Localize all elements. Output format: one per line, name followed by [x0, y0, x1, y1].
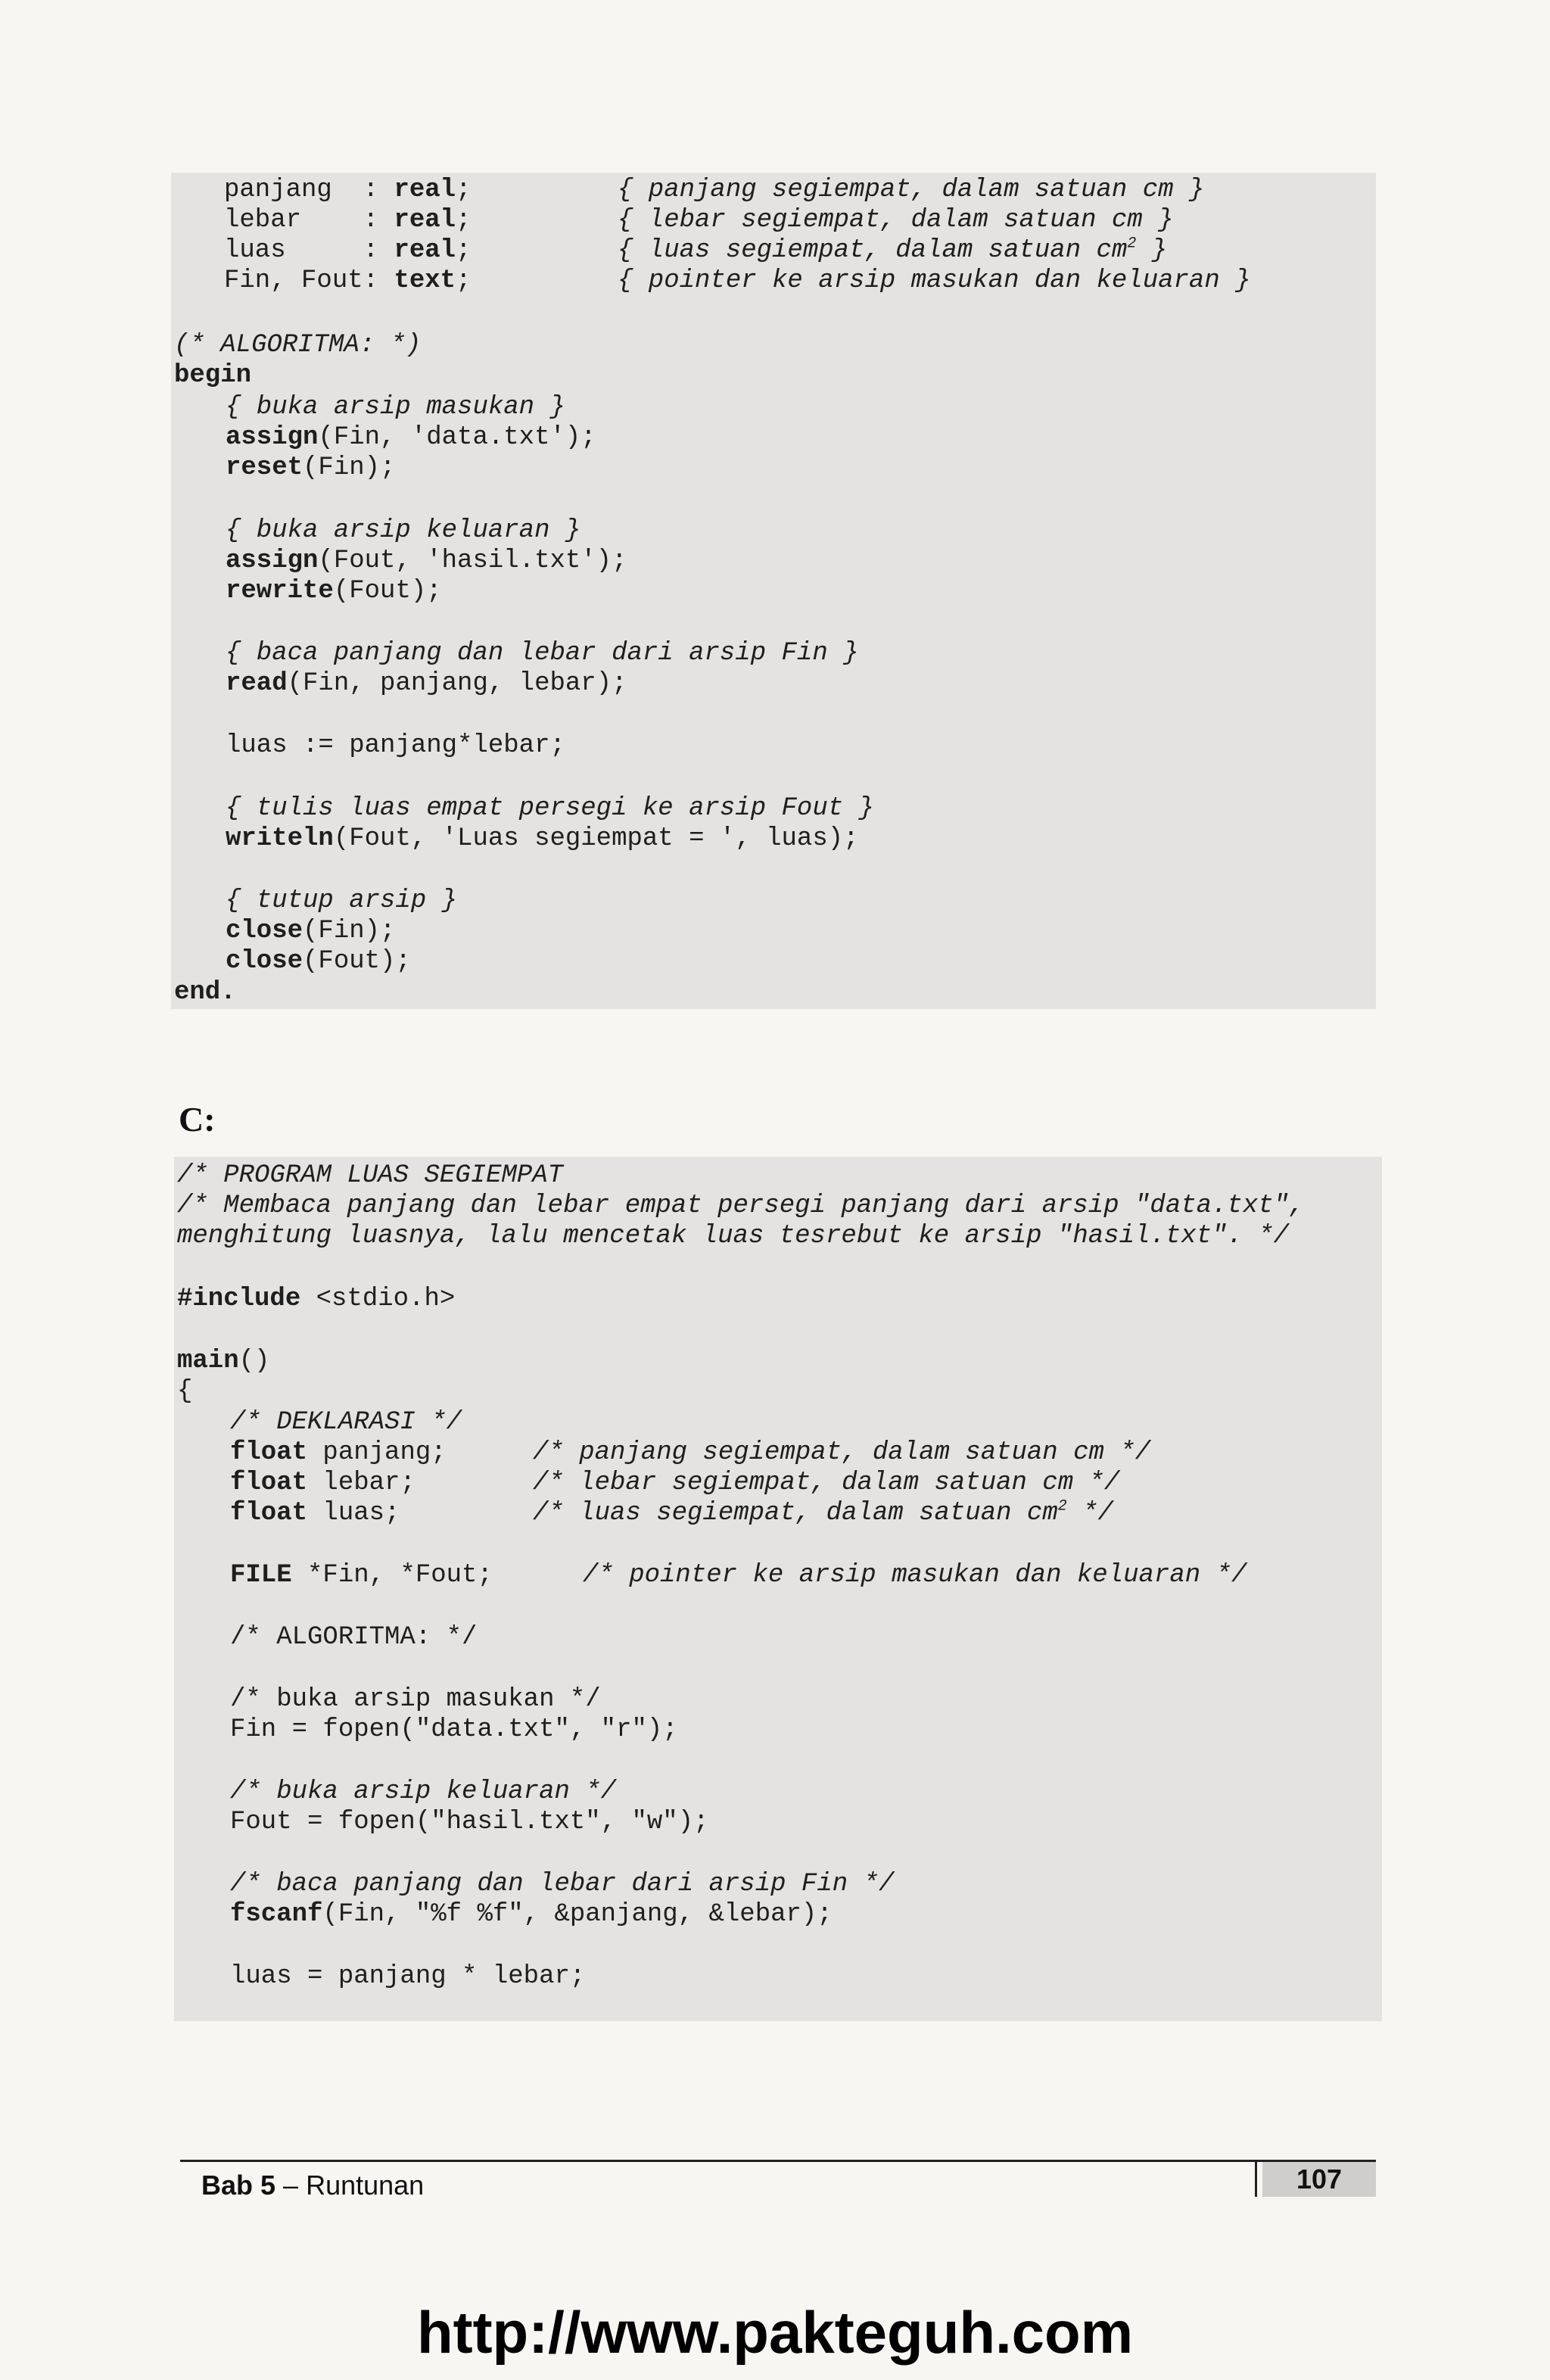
code-line-writeln: writeln(Fout, 'Luas segiempat = ', luas); — [226, 824, 859, 853]
code-comment: { pointer ke arsip masukan dan keluaran } — [618, 266, 1251, 295]
code-line-luas: luas := panjang*lebar; — [226, 731, 565, 760]
code-line-fscanf: fscanf(Fin, "%f %f", &panjang, &lebar); — [230, 1900, 833, 1929]
code-comment: /* luas segiempat, dalam satuan $cm^2$ */ — [533, 1497, 1113, 1528]
code-comment: { buka arsip masukan } — [226, 393, 565, 422]
code-line-decl-panjang: panjang : real; — [224, 176, 472, 204]
code-comment: { baca panjang dan lebar dari arsip Fin } — [226, 639, 859, 668]
website-url: http://www.pakteguh.com — [416, 2299, 1134, 2366]
code-comment: { tulis luas empat persegi ke arsip Fout } — [226, 794, 874, 823]
code-comment: /* panjang segiempat, dalam satuan cm */ — [533, 1438, 1151, 1467]
code-comment: /* baca panjang dan lebar dari arsip Fin */ — [230, 1870, 895, 1899]
pascal-code-block — [171, 173, 1376, 1009]
code-comment: /* DEKLARASI */ — [230, 1408, 462, 1437]
code-line-float-lebar: float lebar; — [230, 1469, 416, 1497]
c-code-block — [174, 1157, 1382, 2021]
section-heading-c: C: — [179, 1100, 216, 1139]
code-line-file-decl: FILE *Fin, *Fout; — [230, 1561, 493, 1590]
code-line-main: main() — [177, 1347, 270, 1375]
code-comment: { panjang segiempat, dalam satuan cm } — [618, 176, 1205, 204]
code-line-assign-fout: assign(Fout, 'hasil.txt'); — [226, 547, 627, 575]
code-comment: menghitung luasnya, lalu mencetak luas tesrebut ke arsip "hasil.txt". */ — [177, 1222, 1290, 1251]
code-line-read: read(Fin, panjang, lebar); — [226, 669, 627, 698]
code-comment: { tutup arsip } — [226, 886, 458, 915]
code-comment: /* Membaca panjang dan lebar empat persegi panjang dari arsip "data.txt", — [177, 1192, 1305, 1220]
code-line-decl-luas: luas : real; — [224, 236, 472, 265]
code-comment: /* lebar segiempat, dalam satuan cm */ — [533, 1469, 1120, 1497]
code-line-fopen-fout: Fout = fopen("hasil.txt", "w"); — [230, 1808, 709, 1836]
code-line-close-fout: close(Fout); — [226, 947, 411, 976]
code-comment: /* PROGRAM LUAS SEGIEMPAT — [177, 1161, 564, 1190]
code-comment: (* ALGORITMA: *) — [174, 331, 422, 360]
code-line-rewrite-fout: rewrite(Fout); — [226, 577, 442, 606]
code-comment: /* buka arsip masukan */ — [230, 1685, 601, 1714]
code-comment: /* pointer ke arsip masukan dan keluaran */ — [583, 1561, 1247, 1590]
code-brace-open: { — [177, 1377, 193, 1406]
code-line-decl-lebar: lebar : real; — [224, 206, 472, 235]
code-keyword-end: end. — [174, 978, 236, 1007]
code-line-include: #include <stdio.h> — [177, 1285, 456, 1313]
code-comment: { lebar segiempat, dalam satuan cm } — [618, 206, 1174, 235]
code-comment: /* buka arsip keluaran */ — [230, 1777, 617, 1806]
page-number-divider — [1255, 2162, 1257, 2197]
code-line-float-luas: float luas; — [230, 1499, 400, 1528]
code-line-luas: luas = panjang * lebar; — [230, 1962, 586, 1991]
code-line-close-fin: close(Fin); — [226, 917, 396, 945]
code-line-reset-fin: reset(Fin); — [226, 453, 396, 482]
code-line-decl-file: Fin, Fout: text; — [224, 266, 472, 295]
page-number: 107 — [1262, 2162, 1376, 2197]
code-comment: /* ALGORITMA: */ — [230, 1623, 478, 1652]
code-comment: { buka arsip keluaran } — [226, 516, 581, 545]
code-keyword-begin: begin — [174, 361, 252, 390]
code-line-float-panjang: float panjang; — [230, 1438, 447, 1467]
code-comment: { luas segiempat, dalam satuan $cm^2$ } — [618, 235, 1168, 265]
code-line-fopen-fin: Fin = fopen("data.txt", "r"); — [230, 1715, 678, 1744]
code-line-assign-fin: assign(Fin, 'data.txt'); — [226, 423, 596, 452]
footer-rule — [180, 2160, 1376, 2162]
footer-chapter: Bab 5 – Runtunan — [201, 2170, 425, 2201]
